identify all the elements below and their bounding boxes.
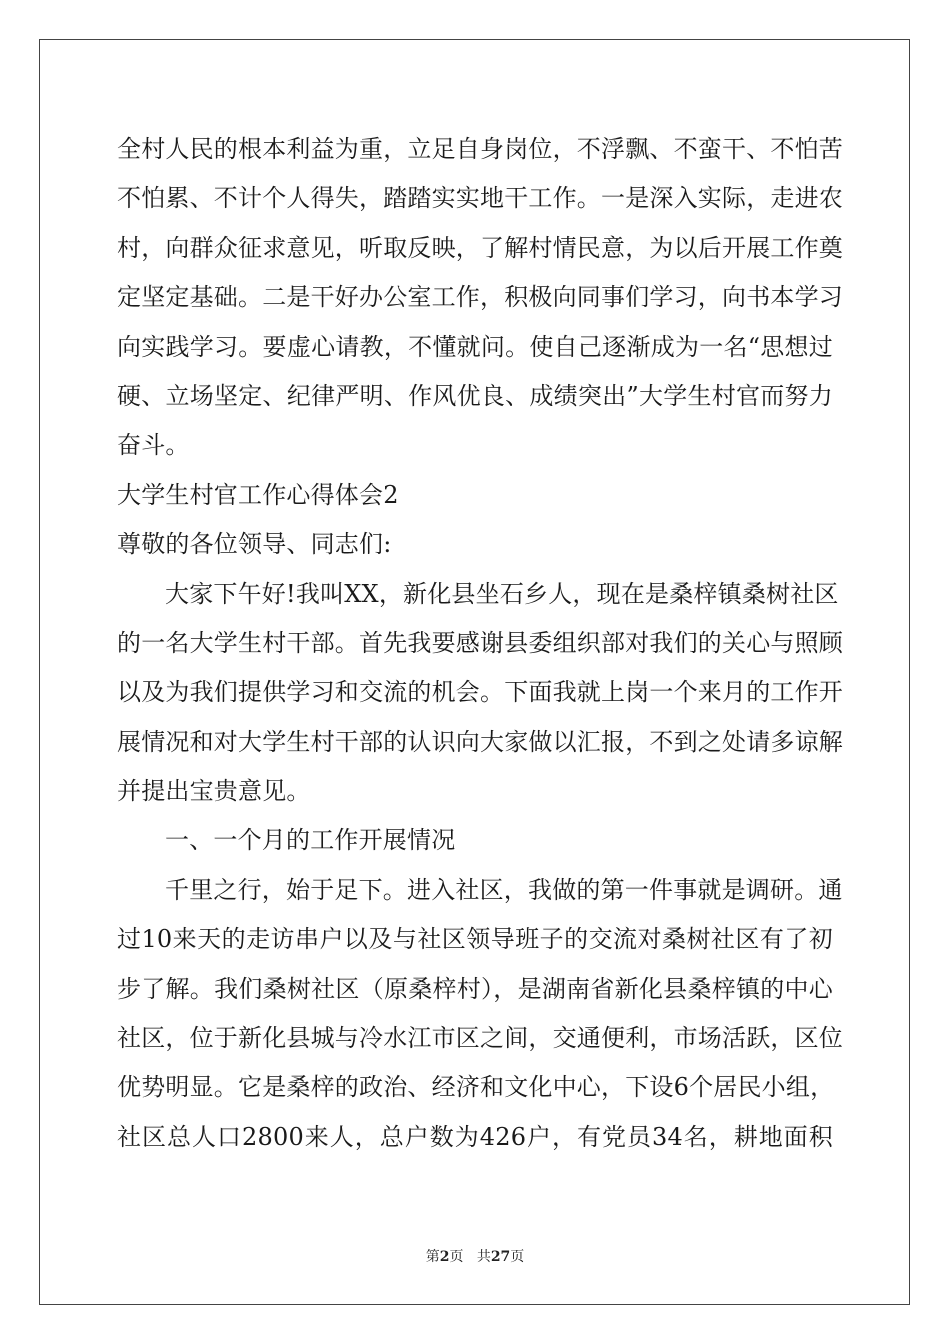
text-line: 社区总人口2800来人，总户数为426户，有党员34名，耕地面积 <box>117 1122 833 1151</box>
total-page-count: 27 <box>490 1249 511 1265</box>
text-line: 展情况和对大学生村干部的认识向大家做以汇报，不到之处请多谅解 <box>117 727 843 756</box>
salutation: 尊敬的各位领导、同志们: <box>117 530 392 559</box>
text-line: 社区，位于新化县城与冷水江市区之间，交通便利，市场活跃，区位 <box>117 1024 843 1053</box>
text-line: 并提出宝贵意见。 <box>117 777 311 806</box>
text-line: 以及为我们提供学习和交流的机会。下面我就上岗一个来月的工作开 <box>117 678 843 707</box>
text-line: 大家下午好!我叫XX，新化县坐石乡人，现在是桑梓镇桑树社区 <box>165 579 839 608</box>
page-prefix: 第 <box>425 1249 440 1265</box>
subsection-heading: 一、一个月的工作开展情况 <box>165 826 456 855</box>
text-line: 的一名大学生村干部。首先我要感谢县委组织部对我们的关心与照顾 <box>117 628 843 657</box>
document-body <box>117 125 843 1162</box>
text-line: 村，向群众征求意见，听取反映，了解村情民意，为以后开展工作奠 <box>117 233 843 262</box>
page-unit: 页 <box>449 1249 464 1265</box>
text-line: 全村人民的根本利益为重，立足自身岗位，不浮飘、不蛮干、不怕苦 <box>117 135 843 163</box>
text-line: 优势明显。它是桑梓的政治、经济和文化中心，下设6个居民小组， <box>117 1073 835 1102</box>
page-footer <box>0 1246 950 1266</box>
text-line: 千里之行，始于足下。进入社区，我做的第一件事就是调研。通 <box>165 875 843 904</box>
text-line: 奋斗。 <box>117 431 190 460</box>
total-unit: 页 <box>510 1249 525 1265</box>
text-line: 步了解。我们桑树社区（原桑梓村），是湖南省新化县桑梓镇的中心 <box>117 974 833 1003</box>
current-page-number: 2 <box>439 1249 450 1265</box>
text-line: 定坚定基础。二是干好办公室工作，积极向同事们学习，向书本学习 <box>117 283 843 312</box>
total-prefix: 共 <box>476 1249 491 1265</box>
text-line: 不怕累、不计个人得失，踏踏实实地干工作。一是深入实际，走进农 <box>117 184 843 213</box>
text-line: 过10来天的走访串户以及与社区领导班子的交流对桑树社区有了初 <box>117 925 833 954</box>
text-line: 向实践学习。要虚心请教，不懂就问。使自己逐渐成为一名“思想过 <box>117 332 833 361</box>
text-line: 硬、立场坚定、纪律严明、作风优良、成绩突出”大学生村官而努力 <box>117 381 833 410</box>
section-heading: 大学生村官工作心得体会2 <box>117 480 399 509</box>
